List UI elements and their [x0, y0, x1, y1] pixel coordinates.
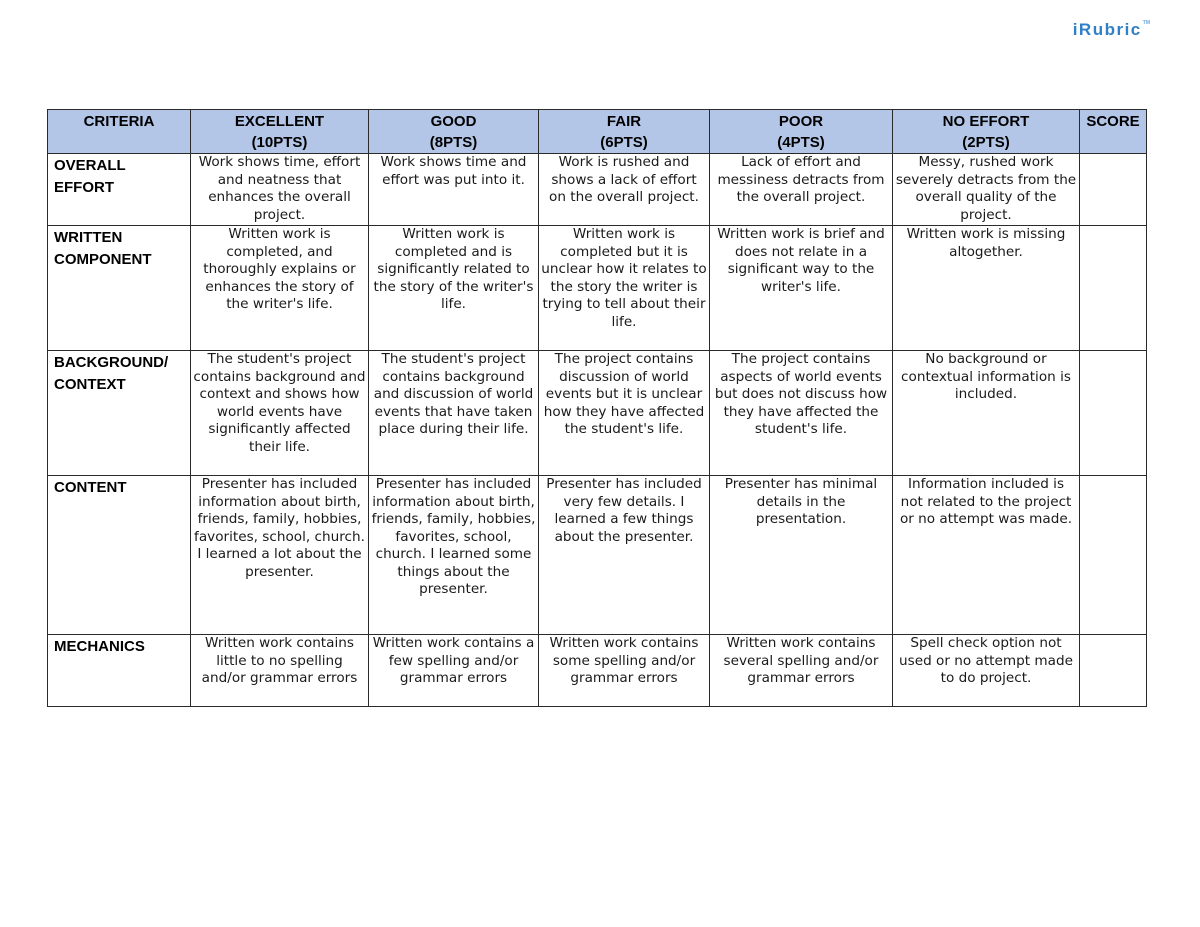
criteria-mechanics: MECHANICS — [48, 635, 191, 707]
score-cell[interactable] — [1080, 476, 1147, 635]
cell-fair: Presenter has included very few details. I learned a few things about the presenter. — [539, 476, 710, 635]
score-cell[interactable] — [1080, 226, 1147, 351]
criteria-written-component: WRITTEN COMPONENT — [48, 226, 191, 351]
cell-excellent: Presenter has included information about birth, friends, family, hobbies, favorites, school, church. I learned a lot about the presenter. — [191, 476, 369, 635]
criteria-background-context: BACKGROUND/ CONTEXT — [48, 351, 191, 476]
cell-excellent: Written work is completed, and thoroughly explains or enhances the story of the writer's life. — [191, 226, 369, 351]
score-cell[interactable] — [1080, 635, 1147, 707]
header-poor: POOR (4PTS) — [710, 110, 893, 154]
header-fair: FAIR (6PTS) — [539, 110, 710, 154]
cell-poor: The project contains aspects of world events but does not discuss how they have affected the student's life. — [710, 351, 893, 476]
cell-poor: Written work contains several spelling and/or grammar errors — [710, 635, 893, 707]
logo-text: iRubric — [1072, 20, 1142, 39]
rubric-table — [47, 109, 1147, 707]
cell-good: Written work contains a few spelling and/or grammar errors — [369, 635, 539, 707]
criteria-content: CONTENT — [48, 476, 191, 635]
logo-tm: TM — [1142, 20, 1150, 26]
cell-excellent: Work shows time, effort and neatness that enhances the overall project. — [191, 154, 369, 226]
cell-fair: Written work contains some spelling and/or grammar errors — [539, 635, 710, 707]
criteria-overall-effort: OVERALL EFFORT — [48, 154, 191, 226]
header-excellent: EXCELLENT (10PTS) — [191, 110, 369, 154]
cell-poor: Written work is brief and does not relate in a significant way to the writer's life. — [710, 226, 893, 351]
row-overall-effort — [48, 154, 1147, 226]
cell-good: Presenter has included information about birth, friends, family, hobbies, favorites, school, church. I learned some things about the presenter. — [369, 476, 539, 635]
row-mechanics — [48, 635, 1147, 707]
header-no-effort: NO EFFORT (2PTS) — [893, 110, 1080, 154]
cell-good: Written work is completed and is significantly related to the story of the writer's life. — [369, 226, 539, 351]
score-cell[interactable] — [1080, 154, 1147, 226]
cell-excellent: Written work contains little to no spelling and/or grammar errors — [191, 635, 369, 707]
header-criteria: CRITERIA — [48, 110, 191, 154]
cell-good: The student's project contains background and discussion of world events that have taken place during their life. — [369, 351, 539, 476]
header-score: SCORE — [1080, 110, 1147, 154]
row-content — [48, 476, 1147, 635]
cell-fair: The project contains discussion of world events but it is unclear how they have affected the student's life. — [539, 351, 710, 476]
score-cell[interactable] — [1080, 351, 1147, 476]
irubric-logo[interactable] — [1073, 20, 1150, 40]
cell-no-effort: Information included is not related to the project or no attempt was made. — [893, 476, 1080, 635]
cell-no-effort: No background or contextual information is included. — [893, 351, 1080, 476]
cell-excellent: The student's project contains background and context and shows how world events have significantly affected their life. — [191, 351, 369, 476]
cell-good: Work shows time and effort was put into it. — [369, 154, 539, 226]
cell-fair: Work is rushed and shows a lack of effort on the overall project. — [539, 154, 710, 226]
header-good: GOOD (8PTS) — [369, 110, 539, 154]
cell-fair: Written work is completed but it is unclear how it relates to the story the writer is trying to tell about their life. — [539, 226, 710, 351]
row-written-component — [48, 226, 1147, 351]
row-background-context — [48, 351, 1147, 476]
header-row — [48, 110, 1147, 154]
cell-no-effort: Written work is missing altogether. — [893, 226, 1080, 351]
cell-no-effort: Messy, rushed work severely detracts from the overall quality of the project. — [893, 154, 1080, 226]
cell-no-effort: Spell check option not used or no attempt made to do project. — [893, 635, 1080, 707]
cell-poor: Presenter has minimal details in the presentation. — [710, 476, 893, 635]
cell-poor: Lack of effort and messiness detracts from the overall project. — [710, 154, 893, 226]
